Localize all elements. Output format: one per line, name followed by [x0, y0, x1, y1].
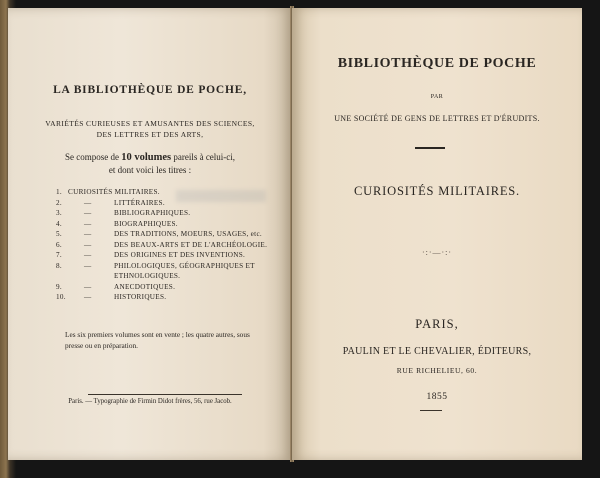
by-label: PAR: [430, 94, 444, 100]
list-item: [56, 241, 286, 252]
volume-dash: —: [84, 282, 92, 291]
publisher: PAULIN ET LE CHEVALIER, ÉDITEURS,: [342, 346, 532, 357]
intro-bold: 10 volumes: [121, 152, 172, 163]
intro-before: Se compose de: [64, 152, 119, 162]
list-item: [56, 251, 286, 262]
volume-title: CURIOSITÉS MILITAIRES.: [354, 184, 520, 198]
series-subtitle-line2: DES LETTRES ET DES ARTS,: [96, 130, 204, 139]
volume-number: 9.: [56, 282, 62, 291]
volume-dash: —: [84, 240, 92, 249]
book-title: BIBLIOTHÈQUE DE POCHE: [337, 56, 537, 71]
volume-number: 1.: [56, 188, 62, 196]
volume-number: 7.: [56, 251, 62, 259]
list-item: [56, 293, 286, 304]
author-society: UNE SOCIÉTÉ DE GENS DE LETTRES ET D'ÉRUDITS.: [334, 114, 540, 123]
list-item: [56, 220, 286, 231]
volume-title: DES TRADITIONS, MOEURS, USAGES, etc.: [114, 230, 263, 238]
volume-number: 10.: [56, 293, 66, 301]
publisher-address: RUE RICHELIEU, 60.: [396, 366, 478, 375]
intro-line2: et dont voici les titres :: [108, 165, 192, 175]
volume-dash: —: [84, 219, 92, 228]
availability-note-line2: presse ou en préparation.: [65, 341, 138, 350]
list-item: [56, 283, 286, 294]
list-item: [56, 209, 286, 220]
volume-title: LITTÉRAIRES.: [114, 198, 165, 207]
list-item: [56, 262, 286, 273]
volume-dash: —: [84, 209, 92, 217]
divider: [420, 410, 442, 411]
volume-number: 6.: [56, 240, 62, 249]
intro-after: pareils à celui-ci,: [173, 152, 236, 162]
volume-number: 3.: [56, 209, 62, 217]
volume-title: BIBLIOGRAPHIQUES.: [114, 209, 191, 217]
volume-title: PHILOLOGIQUES, GÉOGRAPHIQUES ET: [114, 261, 255, 270]
volume-title: DES BEAUX-ARTS ET DE L'ARCHÉOLOGIE.: [114, 240, 268, 249]
volume-title: HISTORIQUES.: [114, 293, 167, 301]
volume-number: 4.: [56, 219, 62, 228]
volume-list: [56, 188, 286, 304]
volume-dash: —: [84, 198, 92, 207]
publication-year: 1855: [426, 392, 448, 402]
volume-dash: —: [84, 261, 92, 270]
right-page: [292, 8, 582, 460]
divider: [88, 394, 242, 395]
volume-number: 8.: [56, 261, 62, 270]
volume-title: CURIOSITÉS MILITAIRES.: [68, 188, 160, 196]
list-item: [56, 272, 286, 283]
list-item: [56, 230, 286, 241]
volume-dash: —: [84, 293, 92, 301]
volume-title: BIOGRAPHIQUES.: [114, 219, 178, 228]
printer-imprint: Paris. — Typographie de Firmin Didot frères, 56, rue Jacob.: [68, 398, 232, 405]
volume-number: 2.: [56, 198, 62, 207]
show-through-stain: [176, 190, 266, 202]
volume-title: DES ORIGINES ET DES INVENTIONS.: [114, 251, 246, 259]
volume-dash: —: [84, 230, 92, 238]
divider: [415, 147, 445, 149]
volume-dash: —: [84, 251, 92, 259]
series-subtitle-line1: VARIÉTÉS CURIEUSES ET AMUSANTES DES SCIENCES,: [45, 119, 255, 128]
volume-title-continued: ETHNOLOGIQUES.: [114, 272, 181, 280]
ornament: ·:·—·:·: [421, 248, 453, 257]
intro-line1: [8, 152, 292, 163]
volume-number: 5.: [56, 230, 62, 238]
imprint-city: PARIS,: [415, 317, 459, 331]
volume-title: ANECDOTIQUES.: [114, 282, 176, 291]
series-title: LA BIBLIOTHÈQUE DE POCHE,: [53, 84, 247, 96]
availability-note-line1: Les six premiers volumes sont en vente ; les quatre autres, sous: [65, 330, 250, 339]
left-page: [8, 8, 292, 460]
